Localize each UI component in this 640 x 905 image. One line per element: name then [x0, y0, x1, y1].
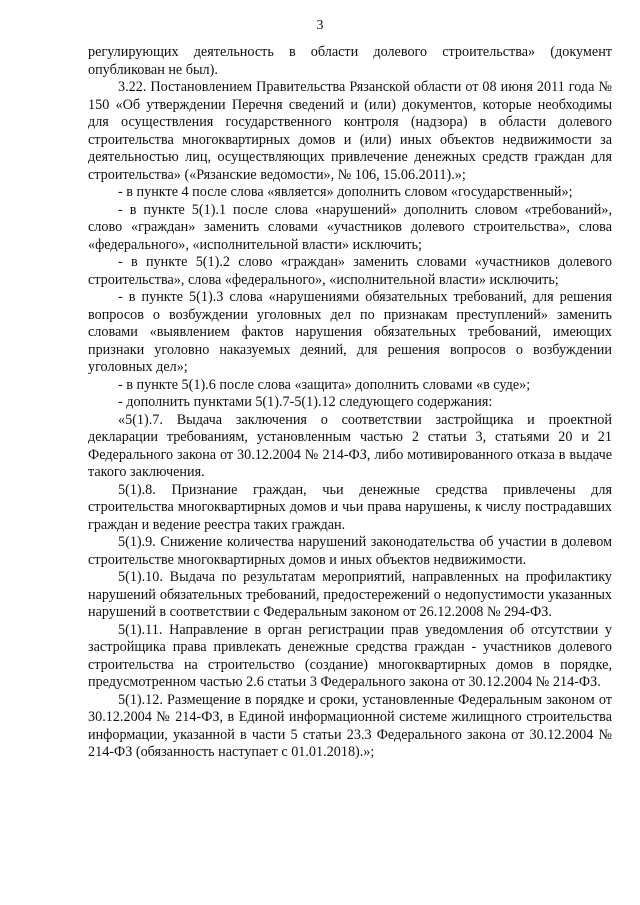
paragraph-item-5-1-2: - в пункте 5(1).2 слово «граждан» заменить словами «участников долевого строительства», слова «федерального», «исполнительной власти» исключить; — [88, 254, 612, 288]
paragraph-5-1-9: 5(1).9. Снижение количества нарушений законодательства об участии в долевом строительстве многоквартирных домов и иных объектов недвижимости. — [88, 534, 612, 568]
paragraph-item-5-1-3: - в пункте 5(1).3 слова «нарушениями обязательных требований, для решения вопросов о возбуждении уголовных дел по признакам преступлений» заменить словами «выявлением фактов нарушения обязательных требований, имеющих признаки уголовно наказуемых деяний, для решения вопросов о возбуждении уголовных дел»; — [88, 289, 612, 375]
paragraph-add-items: - дополнить пунктами 5(1).7-5(1).12 следующего содержания: — [118, 394, 493, 410]
paragraph-3-22: 3.22. Постановлением Правительства Рязанской области от 08 июня 2011 года № 150 «Об утверждении Перечня сведений и (или) документов, которые необходимы для осуществления государственного контроля (надзора) в области долевого строительства многоквартирных домов и (или) иных объектов недвижимости за деятельностью лиц, осуществляющих привлечение денежных средств граждан для строительства» («Рязанские ведомости», № 106, 15.06.2011).»; — [88, 79, 612, 183]
page-number: 3 — [316, 18, 324, 33]
document-body — [88, 44, 612, 762]
paragraph-5-1-7: «5(1).7. Выдача заключения о соответствии застройщика и проектной декларации требованиям, установленным частью 2 статьи 3, статьями 20 и 21 Федерального закона от 30.12.2004 № 214-ФЗ, либо мотивированного отказа в выдаче такого заключения. — [88, 411, 612, 480]
paragraph-item-5-1-6: - в пункте 5(1).6 после слова «защита» дополнить словами «в суде»; — [118, 376, 531, 393]
paragraph-5-1-8: 5(1).8. Признание граждан, чьи денежные средства привлечены для строительства многоквартирных домов и чьи права нарушены, к числу пострадавших граждан и ведение реестра таких граждан. — [88, 481, 612, 533]
paragraph-5-1-12: 5(1).12. Размещение в порядке и сроки, установленные Федеральным законом от 30.12.2004 № 214-ФЗ, в Единой информационной системе жилищного строительства информации, указанной в части 5 статьи 23.3 Федерального закона от 30.12.2004 № 214-ФЗ (обязанность наступает с 01.01.2018).»; — [88, 691, 612, 760]
paragraph-item-5-1-1: - в пункте 5(1).1 после слова «нарушений» дополнить словом «требований», слово «граждан» заменить словами «участников долевого строительства», слова «федерального», «исполнительной власти» исключить; — [88, 201, 612, 253]
paragraph-continuation: регулирующих деятельность в области долевого строительства» (документ опубликован не был). — [88, 44, 612, 78]
paragraph-item-4: - в пункте 4 после слова «является» дополнить словом «государственный»; — [118, 184, 573, 200]
paragraph-5-1-11: 5(1).11. Направление в орган регистрации прав уведомления об отсутствии у застройщика права привлекать денежные средства граждан - участников долевого строительства на строительство (создание) многоквартирных домов в порядке, предусмотренном частью 2.6 статьи 3 Федерального закона от 30.12.2004 № 214-ФЗ. — [88, 621, 612, 690]
paragraph-5-1-10: 5(1).10. Выдача по результатам мероприятий, направленных на профилактику нарушений обязательных требований, предостережений о недопустимости указанных нарушений в соответствии с Федеральным законом от 26.12.2008 № 294-ФЗ. — [88, 569, 612, 620]
